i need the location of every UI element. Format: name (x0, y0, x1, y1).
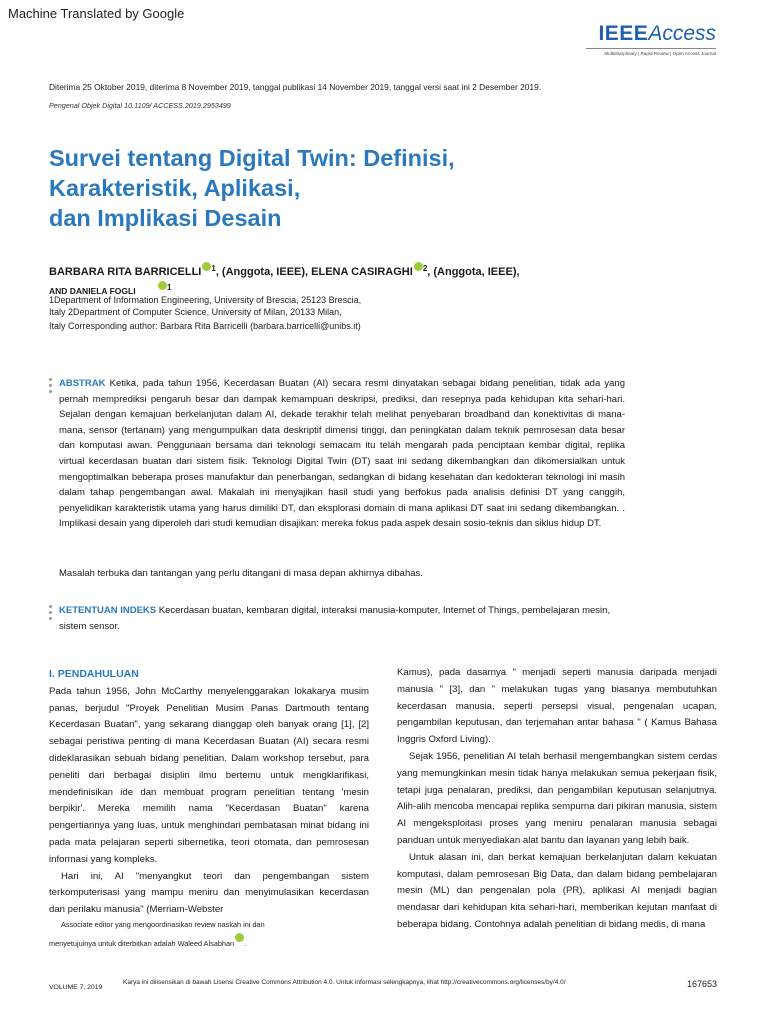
author-role: , (Anggota, IEEE), (427, 266, 520, 278)
orcid-icon[interactable] (414, 262, 423, 271)
author-list (49, 262, 669, 278)
paragraph: Kamus), pada dasarnya " menjadi seperti manusia daripada menjadi manusia " [3], dan " melakukan tugas yang biasanya membutuhkan kecerdasan manusia, seperti persepsi visual, pengenalan ucapan, pengambilan keputusan, dan terjemahan antar bahasa " ( Kamus Bahasa Inggris Oxford Living). (397, 667, 717, 746)
footer-volume: VOLUME 7, 2019 (49, 984, 103, 991)
affiliations (49, 294, 609, 318)
footnote-end: . (244, 939, 247, 948)
corresponding-author: Italy Corresponding author: Barbara Rita Barricelli (barbara.barricelli@unibs.it) (49, 321, 361, 331)
affiliation-marker: 1 (211, 264, 216, 273)
footer-page-number: 167653 (687, 979, 718, 989)
paragraph: Pada tahun 1956, John McCarthy menyelenggarakan lokakarya musim panas, berjudul "Proyek Penelitian Musim Panas Dartmouth tentang Kecerdasan Buatan", yang sekarang dianggap oleh banyak orang [1], [2] sebagai peristiwa penting di mana Kecerdasan Buatan (AI) secara resmi dideklarasikan sebuah bidang penelitian. Dalam workshop tersebut, para peneliti dari berbagai disiplin ilmu bertemu untuk mengklarifikasi, mendefinisikan ide dan membuat program penelitian tentang 'mesin berpikir'. Mereka memilih nama "Kecerdasan Buatan" karena pengertiannya yang luas, untuk menghindari pembatasan minat bidang ini pada mata pelajaran seperti sibernetika, teori otomata, dan pemrosesan informasi yang kompleks. (49, 685, 369, 865)
author-name: AND DANIELA FOGLI (49, 286, 136, 296)
journal-tagline: Multidisciplinary | Rapid Review | Open Access Journal (586, 48, 716, 56)
affiliation-line: Italy 2Department of Computer Science, University of Milan, 20133 Milan, (49, 307, 342, 317)
doi: Pengenal Objek Digital 10.1109/ ACCESS.2019.2953499 (49, 101, 231, 110)
body-column-left (49, 666, 369, 919)
index-terms-label: KETENTUAN INDEKS (59, 605, 157, 616)
keywords-dots-icon (49, 605, 52, 623)
title-line: dan Implikasi Desain (49, 205, 282, 231)
paragraph: Hari ini, AI "menyangkut teori dan pengembangan sistem terkomputerisasi yang mampu meniru dan menyimulasikan kecerdasan dan perilaku manusia" (Merriam-Webster (49, 870, 369, 916)
paper-title (49, 143, 609, 233)
abstract-label: ABSTRAK (59, 378, 106, 389)
title-line: Survei tentang Digital Twin: Definisi, (49, 145, 455, 171)
journal-name-light: Access (648, 22, 716, 45)
orcid-icon[interactable] (202, 262, 211, 271)
abstract-closing: Masalah terbuka dan tantangan yang perlu ditangani di masa depan akhirnya dibahas. (59, 568, 423, 579)
footnote-line (49, 933, 369, 952)
title-line: Karakteristik, Aplikasi, (49, 175, 301, 201)
footer-license: Karya ini dilisensikan di bawah Lisensi Creative Commons Attribution 4.0. Untuk informasi selengkapnya, lihat http://creativecommons.org/licenses/by/4.0/ (123, 979, 566, 986)
affiliation-marker: 1 (166, 283, 172, 292)
translation-banner: Machine Translated by Google (8, 6, 185, 21)
index-terms-text: Kecerdasan buatan, kembaran digital, interaksi manusia-komputer, Internet of Things, pembelajaran mesin, sistem sensor. (59, 605, 611, 632)
paragraph: Sejak 1956, penelitian AI telah berhasil mengembangkan sistem cerdas yang memungkinkan mesin tidak hanya melakukan semua pekerjaan fisik, tetapi juga penalaran, prediksi, dan pengambilan keputusan selanjutnya. Alih-alih mencoba mencapai replika sempurna dari pikiran manusia, sistem AI mengeksploitasi proses yang meniru penalaran manusia sebagai panduan untuk menyediakan alat bantu dan layanan yang lebih baik. (397, 750, 717, 846)
journal-name-strong: IEEE (598, 22, 649, 45)
author-name: BARBARA RITA BARRICELLI (49, 266, 202, 278)
body-column-right (397, 665, 717, 934)
index-terms (59, 603, 625, 634)
orcid-icon[interactable] (235, 933, 244, 942)
footnote-line: Associate editor yang mengoordinasikan review naskah ini dan (61, 920, 265, 929)
editor-footnote (49, 917, 369, 952)
author-role: , (Anggota, IEEE), ELENA CASIRAGHI (215, 266, 413, 278)
orcid-icon[interactable] (158, 281, 167, 290)
footnote-text: menyetujuinya untuk diterbitkan adalah Waleed Alsabhan (49, 939, 235, 948)
affiliation-line: 1Department of Information Engineering, University of Brescia, 25123 Brescia, (49, 295, 362, 305)
affiliation-marker: 2 (422, 264, 428, 273)
abstract-dots-icon (49, 378, 52, 396)
publication-dates: Diterima 25 Oktober 2019, diterima 8 November 2019, tanggal publikasi 14 November 2019, tanggal versi saat ini 2 Desember 2019. (49, 82, 542, 92)
abstract-text: Ketika, pada tahun 1956, Kecerdasan Buatan (AI) secara resmi dinyatakan sebagai bidang penelitian, tidak ada yang pernah memprediksi pengaruh besar dan dampak kemampuan deskripsi, prediksi, dan resepnya pada kehidupan kita sehari-hari. Sejalan dengan kemajuan berkelanjutan dalam AI, dekade terakhir telah melihat penyebaran broadband dan konektivitas di mana-mana, sensor (tertanam) yang mengumpulkan data deskriptif dimensi tinggi, dan peningkatan dalam teknik pemrosesan data besar dan komputasi awan. Penggunaan bersama dari teknologi semacam itu telah mengarah pada penciptaan kembar digital, replika virtual kecerdasan buatan dari sistem fisik. Teknologi Digital Twin (DT) saat ini sedang dikembangkan dan dikomersialkan untuk mengoptimalkan beberapa proses manufaktur dan penerbangan, sedangkan di bidang kesehatan dan kedokteran teknologi ini masih dalam tahap pengembangan awal. Makalah ini menyajikan hasil studi yang berfokus pada analisis definisi DT yang canggih, penyelidikan karakteristik utama yang harus dimiliki DT, dan eksplorasi domain di mana aplikasi DT saat ini sedang dikembangkan. . Implikasi desain yang diperoleh dari studi kemudian disajikan: mereka fokus pada aspek desain sosio-teknis dan siklus hidup DT. (59, 378, 626, 530)
paragraph: Untuk alasan ini, dan berkat kemajuan berkelanjutan dalam kekuatan komputasi, dalam pemrosesan Big Data, dan dalam bidang pembelajaran mesin (ML) dan pengenalan pola (PR), aplikasi AI menjadi bagian mendasar dari kehidupan kita sehari-hari, memberikan kejutan manfaat di beberapa bidang. Contohnya adalah penelitian di bidang medis, di mana (397, 851, 717, 930)
section-heading: I. PENDAHULUAN (49, 668, 139, 680)
abstract (59, 376, 625, 532)
journal-logo (586, 22, 716, 56)
